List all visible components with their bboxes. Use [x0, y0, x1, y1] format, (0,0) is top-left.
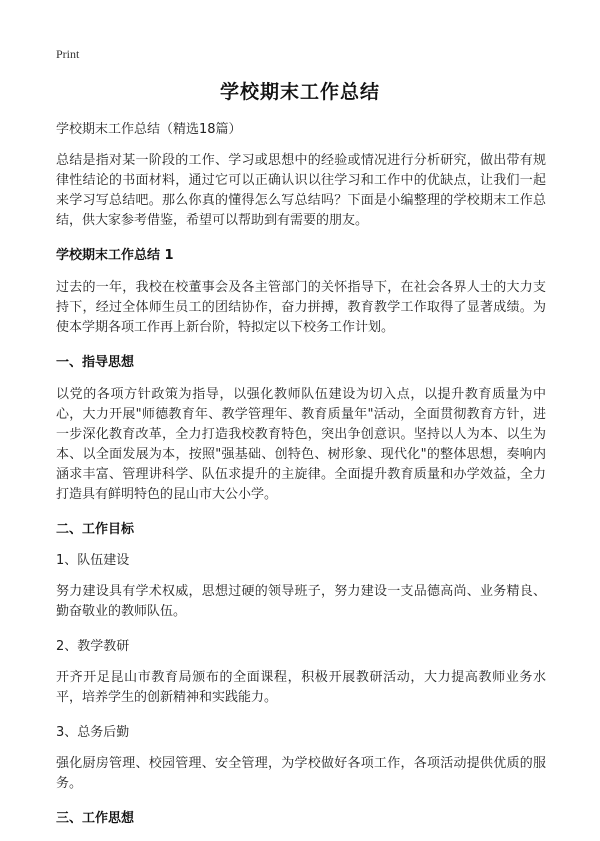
document-body [56, 120, 546, 841]
intro-paragraph: 总结是指对某一阶段的工作、学习或思想中的经验或情况进行分析研究，做出带有规律性结论的书面材料，通过它可以正确认识以往学习和工作中的优缺点，让我们一起来学习写总结吧。那么你真的懂得怎么写总结吗？下面是小编整理的学校期末工作总结，供大家参考借鉴，希望可以帮助到有需要的朋友。 [56, 153, 546, 228]
logistics-paragraph: 强化厨房管理、校园管理、安全管理，为学校做好各项工作，各项活动提供优质的服务。 [56, 756, 546, 791]
section-paragraph: 过去的一年，我校在校董事会及各主管部门的关怀指导下，在社会各界人士的大力支持下，经过全体师生员工的团结协作，奋力拼搏，教育教学工作取得了显著成绩。为使本学期各项工作再上新台阶，特拟定以下校务工作计划。 [56, 280, 546, 335]
page-title: 学校期末工作总结 [219, 81, 380, 103]
part-heading-work-thinking: 三、工作思想 [56, 811, 135, 826]
sub-heading-logistics: 3、总务后勤 [56, 725, 130, 740]
teaching-research-paragraph: 开齐开足昆山市教育局颁布的全面课程，积极开展教研活动，大力提高教师业务水平，培养学生的创新精神和实践能力。 [56, 670, 546, 705]
part-heading-work-goals: 二、工作目标 [56, 522, 135, 537]
print-link[interactable]: Print [56, 47, 80, 61]
team-building-paragraph: 努力建设具有学术权威，思想过硬的领导班子，努力建设一支品德高尚、业务精良、勤奋敬业的教师队伍。 [56, 584, 546, 619]
sub-heading-team-building: 1、队伍建设 [56, 553, 130, 568]
section-heading: 学校期末工作总结 1 [56, 248, 174, 263]
document-subtitle: 学校期末工作总结（精选18篇） [56, 122, 242, 137]
part-heading-guiding-ideas: 一、指导思想 [56, 355, 135, 370]
guiding-ideas-paragraph: 以党的各项方针政策为指导，以强化教师队伍建设为切入点，以提升教育质量为中心，大力开展"师德教育年、教学管理年、教育质量年"活动，全面贯彻教育方针，进一步深化教育改革，全力打造我校教育特色，突出争创意识。坚持以人为本、以生为本、以全面发展为本，按照"强基础、创特色、树形象、现代化"的整体思想，奏响内涵求丰富、管理讲科学、队伍求提升的主旋律。全面提升教育质量和办学效益，全力打造具有鲜明特色的昆山市大公小学。 [56, 387, 546, 502]
sub-heading-teaching-research: 2、教学教研 [56, 639, 130, 654]
